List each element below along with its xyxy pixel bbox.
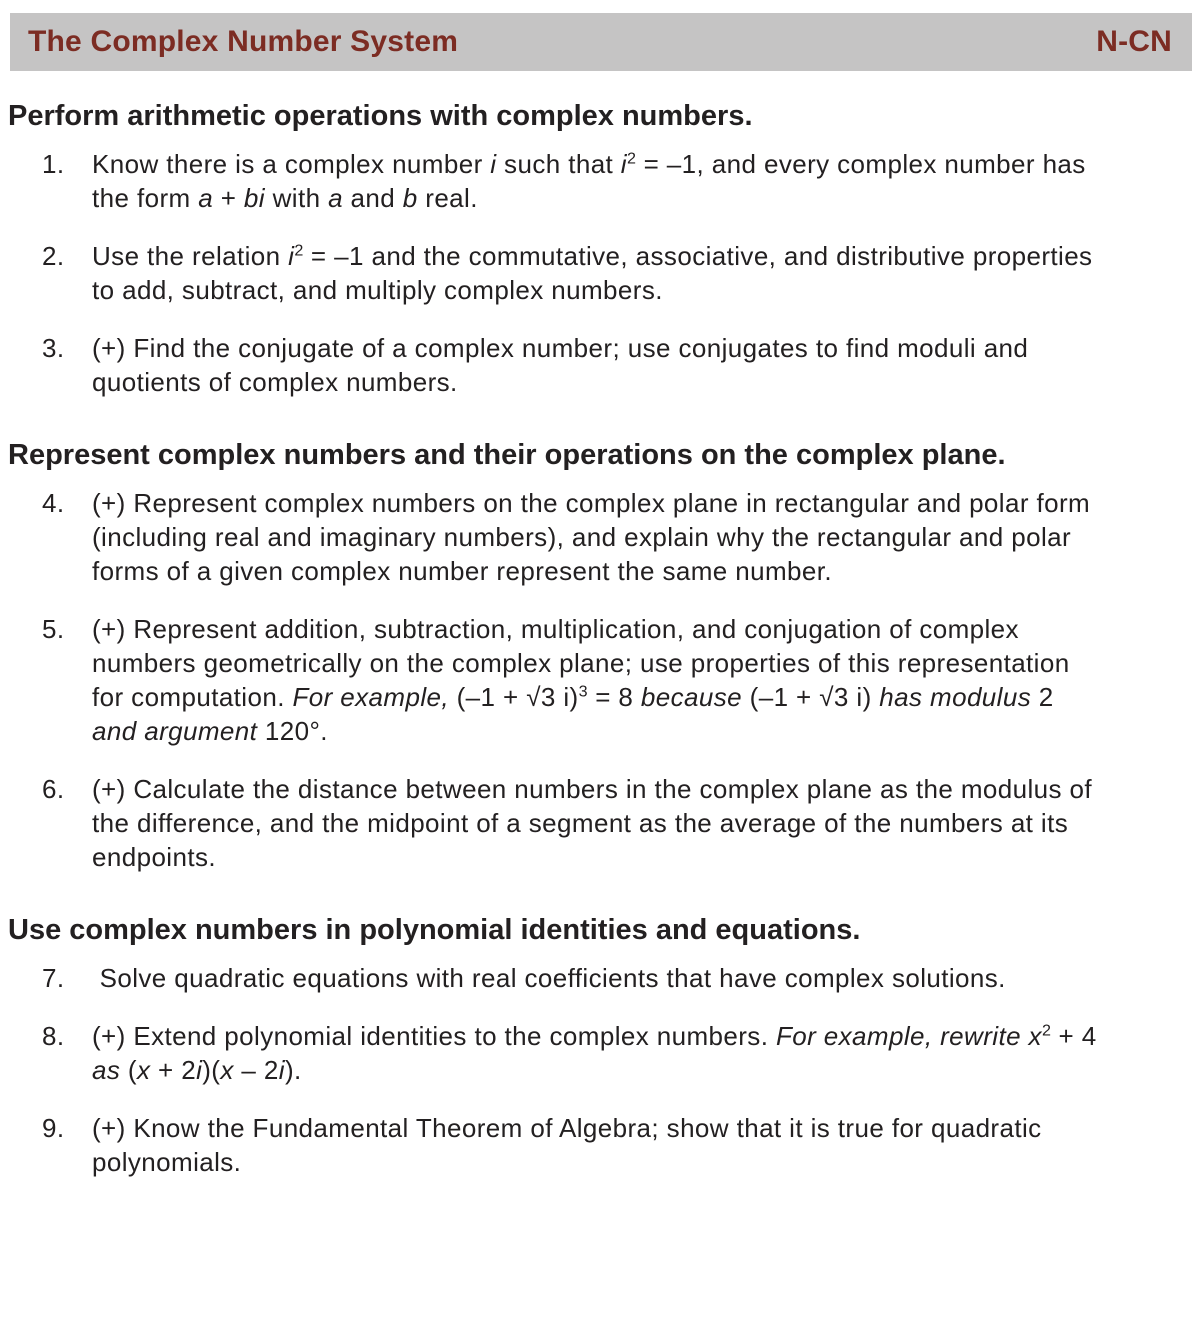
standard-text: (+) Represent complex numbers on the complex plane in rectangular and polar form (including real and imaginary numbers), and explain why the rectangular and polar forms of a given complex number represent the same number. (92, 488, 1098, 586)
standard-text: Know there is a complex number i such that $i^2 = -1$, and every complex number has the form a + bi with a and b real. (92, 149, 1094, 213)
standard-number: 9. (42, 1113, 65, 1143)
standard-text: (+) Calculate the distance between numbers in the complex plane as the modulus of the difference, and the midpoint of a segment as the average of the numbers at its endpoints. (92, 774, 1100, 872)
section-heading: Use complex numbers in polynomial identities and equations. (8, 914, 861, 946)
standard-code: N-CN (1096, 25, 1172, 58)
standards-list (8, 961, 1164, 1179)
standard-text: Solve quadratic equations with real coefficients that have complex solutions. (92, 963, 1006, 993)
standard-number: 7. (42, 963, 65, 993)
standards-section (8, 96, 1164, 399)
standard-item (8, 612, 1164, 748)
document-header-bar (10, 13, 1192, 71)
standard-number: 4. (42, 488, 65, 518)
standards-list (8, 147, 1164, 399)
standard-text: (+) Represent addition, subtraction, multiplication, and conjugation of complex numbers geometrically on the complex plane; use properties of this representation for computation. For example, (–1 + √3 i)$^3$ = 8 because (–1 + √3 i) has modulus 2 and argument 120°. (92, 614, 1078, 746)
standard-number: 5. (42, 614, 65, 644)
standards-section (8, 910, 1164, 1179)
standard-number: 8. (42, 1021, 65, 1051)
standard-number: 2. (42, 241, 65, 271)
standard-text: (+) Know the Fundamental Theorem of Algebra; show that it is true for quadratic polynomials. (92, 1113, 1050, 1177)
standard-item (8, 486, 1164, 588)
standard-number: 1. (42, 149, 65, 179)
standards-content (0, 96, 1204, 1199)
standard-text: Use the relation $i^2 = -1$ and the commutative, associative, and distributive properties to add, subtract, and multiply complex numbers. (92, 241, 1101, 305)
standards-section (8, 435, 1164, 874)
section-heading: Perform arithmetic operations with complex numbers. (8, 100, 753, 132)
standard-item (8, 147, 1164, 215)
standard-item (8, 772, 1164, 874)
standard-text: (+) Find the conjugate of a complex number; use conjugates to find moduli and quotients of complex numbers. (92, 333, 1036, 397)
standards-list (8, 486, 1164, 874)
standard-number: 6. (42, 774, 65, 804)
page-title: The Complex Number System (28, 25, 459, 58)
standard-item (8, 961, 1164, 995)
standard-item (8, 331, 1164, 399)
standard-number: 3. (42, 333, 65, 363)
standard-item (8, 239, 1164, 307)
standard-item (8, 1111, 1164, 1179)
standard-text: (+) Extend polynomial identities to the complex numbers. For example, rewrite $x^2 + 4$ as (x + 2i)(x – 2i). (92, 1021, 1105, 1085)
section-heading: Represent complex numbers and their operations on the complex plane. (8, 439, 1006, 471)
standard-item (8, 1019, 1164, 1087)
